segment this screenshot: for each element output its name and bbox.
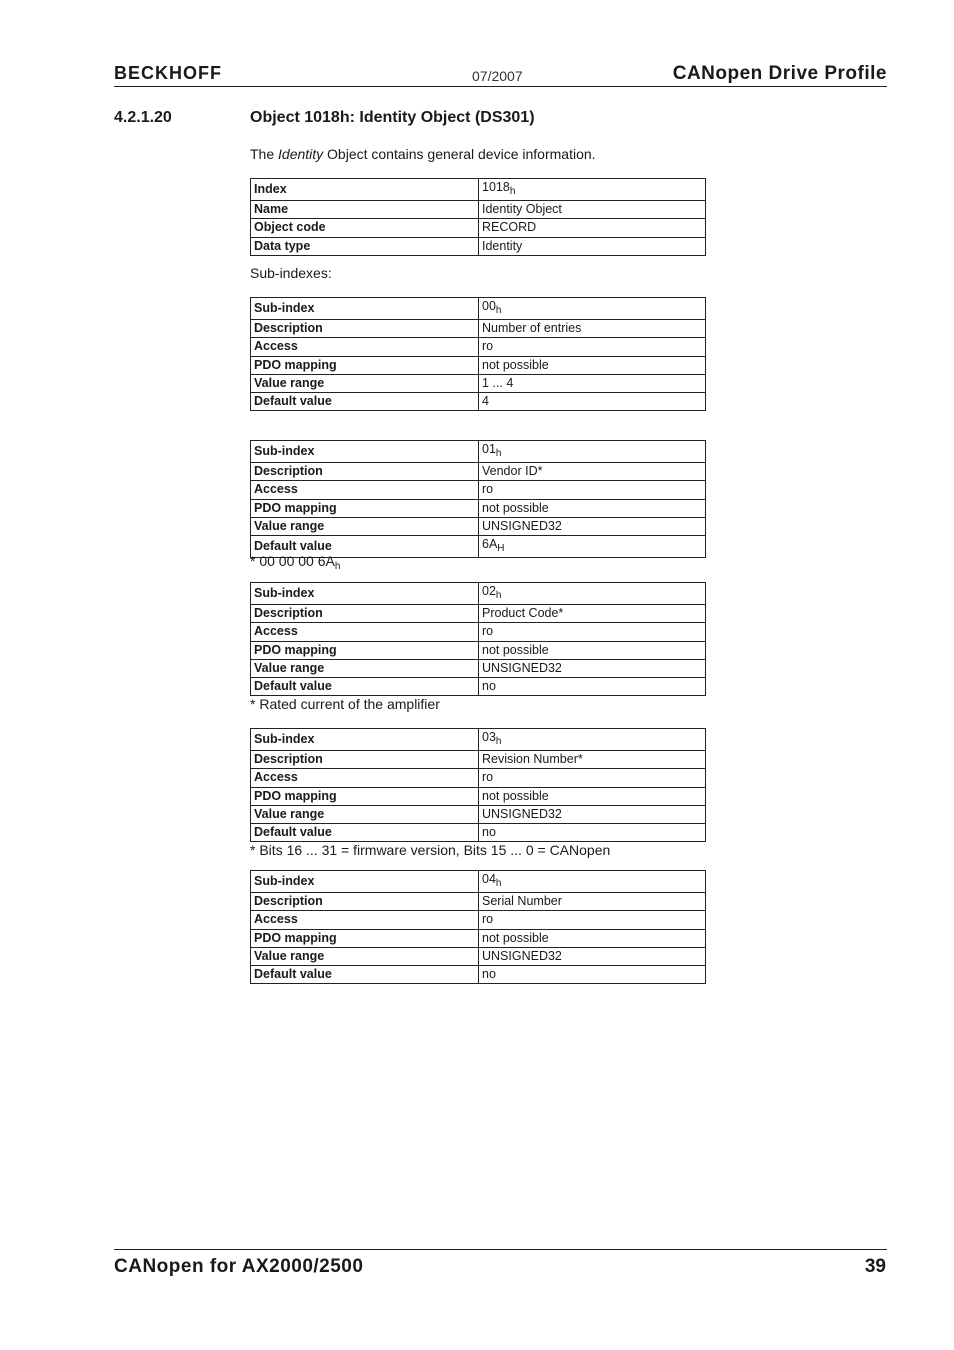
- row-value: [479, 769, 706, 787]
- subindex-01-note: [250, 553, 340, 572]
- value-subscript: h: [495, 448, 502, 459]
- row-key: Description: [251, 893, 479, 911]
- row-value: [479, 237, 706, 255]
- table-row: [251, 641, 706, 659]
- value-text: Identity Object: [482, 202, 562, 217]
- value-text: Serial Number: [482, 894, 562, 909]
- row-value: [479, 678, 706, 696]
- note-text: * Rated current of the amplifier: [250, 696, 440, 712]
- value-text: not possible: [482, 500, 549, 515]
- value-text: UNSIGNED32: [482, 807, 562, 822]
- row-value: [479, 947, 706, 965]
- row-key: Sub-index: [251, 298, 479, 320]
- value-text: 00: [482, 299, 496, 313]
- value-subscript: H: [497, 543, 505, 555]
- row-key: Value range: [251, 947, 479, 965]
- subindex-00-table: [250, 297, 706, 411]
- table-row: [251, 605, 706, 623]
- header-date: 07/2007: [472, 68, 523, 84]
- table-row: [251, 320, 706, 338]
- value-subscript: h: [495, 878, 502, 889]
- intro-emphasis: Identity: [278, 146, 324, 162]
- footer-title: CANopen for AX2000/2500: [114, 1256, 364, 1277]
- table-row: [251, 966, 706, 984]
- row-value: [479, 441, 706, 463]
- row-value: [479, 179, 706, 201]
- value-text: not possible: [482, 642, 549, 657]
- table-row: [251, 583, 706, 605]
- value-text: UNSIGNED32: [482, 661, 562, 676]
- row-value: [479, 583, 706, 605]
- value-text: UNSIGNED32: [482, 519, 562, 534]
- row-key: Description: [251, 751, 479, 769]
- subindex-03-table: [250, 728, 706, 842]
- value-text: no: [482, 967, 496, 982]
- table-row: [251, 947, 706, 965]
- row-value: [479, 641, 706, 659]
- row-key: Access: [251, 911, 479, 929]
- row-key: Description: [251, 463, 479, 481]
- table-row: [251, 911, 706, 929]
- row-key: Sub-index: [251, 583, 479, 605]
- table-row: [251, 179, 706, 201]
- value-text: 02: [482, 584, 496, 598]
- row-value: [479, 536, 706, 558]
- value-text: Product Code*: [482, 606, 564, 621]
- value-text: not possible: [482, 357, 549, 372]
- table-row: [251, 356, 706, 374]
- row-key: PDO mapping: [251, 929, 479, 947]
- table-row: [251, 298, 706, 320]
- row-value: [479, 871, 706, 893]
- value-text: 01: [482, 442, 496, 456]
- value-text: 6A: [482, 537, 498, 552]
- value-text: 04: [482, 872, 496, 886]
- row-key: Value range: [251, 805, 479, 823]
- row-key: Access: [251, 623, 479, 641]
- header-title: CANopen Drive Profile: [672, 63, 887, 84]
- row-value: [479, 201, 706, 219]
- row-key: Default value: [251, 824, 479, 842]
- row-value: [479, 805, 706, 823]
- subindexes-label: Sub-indexes:: [250, 265, 332, 281]
- table-row: [251, 871, 706, 893]
- table-row: [251, 678, 706, 696]
- row-key: Value range: [251, 659, 479, 677]
- table-row: [251, 769, 706, 787]
- subindex-02-table: [250, 582, 706, 696]
- row-value: [479, 966, 706, 984]
- row-key: Data type: [251, 237, 479, 255]
- row-value: [479, 393, 706, 411]
- value-text: ro: [482, 482, 494, 497]
- value-text: no: [482, 825, 496, 840]
- value-text: 4: [482, 394, 489, 409]
- subindex-04-table: [250, 870, 706, 984]
- value-subscript: h: [495, 305, 502, 316]
- table-row: [251, 201, 706, 219]
- table-row: [251, 751, 706, 769]
- value-subscript: h: [495, 736, 502, 747]
- row-key: Index: [251, 179, 479, 201]
- row-key: Value range: [251, 517, 479, 535]
- row-value: [479, 659, 706, 677]
- row-key: PDO mapping: [251, 787, 479, 805]
- row-key: PDO mapping: [251, 499, 479, 517]
- value-text: ro: [482, 912, 494, 927]
- value-text: ro: [482, 339, 494, 354]
- object-properties-table: [250, 178, 706, 256]
- footer-divider: [114, 1249, 887, 1250]
- value-subscript: h: [509, 186, 516, 197]
- row-value: [479, 374, 706, 392]
- row-key: Default value: [251, 966, 479, 984]
- note-text: * 00 00 00 6A: [250, 553, 335, 569]
- brand-logo: BECKHOFF: [114, 63, 222, 83]
- intro-suffix: Object contains general device information.: [323, 146, 596, 162]
- row-key: Description: [251, 605, 479, 623]
- table-row: [251, 929, 706, 947]
- value-text: RECORD: [482, 220, 537, 235]
- table-row: [251, 237, 706, 255]
- row-key: Description: [251, 320, 479, 338]
- table-row: [251, 787, 706, 805]
- table-row: [251, 463, 706, 481]
- subindex-02-note: [250, 696, 440, 712]
- row-value: [479, 751, 706, 769]
- table-row: [251, 659, 706, 677]
- row-value: [479, 929, 706, 947]
- intro-paragraph: [250, 146, 596, 162]
- header-divider: [114, 86, 887, 87]
- note-text: * Bits 16 ... 31 = firmware version, Bits 15 ... 0 = CANopen: [250, 842, 611, 858]
- table-row: [251, 729, 706, 751]
- table-row: [251, 623, 706, 641]
- section-title: Object 1018h: Identity Object (DS301): [250, 109, 535, 126]
- row-key: Sub-index: [251, 441, 479, 463]
- row-value: [479, 481, 706, 499]
- value-text: 1018: [482, 180, 510, 194]
- row-key: Value range: [251, 374, 479, 392]
- value-text: UNSIGNED32: [482, 949, 562, 964]
- row-value: [479, 499, 706, 517]
- table-row: [251, 481, 706, 499]
- row-value: [479, 911, 706, 929]
- value-text: no: [482, 679, 496, 694]
- row-value: [479, 338, 706, 356]
- row-value: [479, 623, 706, 641]
- row-key: Access: [251, 481, 479, 499]
- value-text: Number of entries: [482, 321, 582, 336]
- row-value: [479, 320, 706, 338]
- intro-prefix: The: [250, 146, 279, 162]
- row-value: [479, 787, 706, 805]
- row-value: [479, 824, 706, 842]
- table-row: [251, 824, 706, 842]
- subindex-01-table: [250, 440, 706, 558]
- subindex-03-note: [250, 842, 610, 858]
- row-value: [479, 219, 706, 237]
- row-key: PDO mapping: [251, 356, 479, 374]
- table-row: [251, 441, 706, 463]
- row-value: [479, 356, 706, 374]
- value-text: Identity: [482, 238, 523, 253]
- value-text: ro: [482, 770, 494, 785]
- value-text: 03: [482, 730, 496, 744]
- row-value: [479, 298, 706, 320]
- row-key: Sub-index: [251, 729, 479, 751]
- value-text: Vendor ID*: [482, 464, 543, 479]
- row-key: Default value: [251, 678, 479, 696]
- row-value: [479, 463, 706, 481]
- value-subscript: h: [495, 590, 502, 601]
- table-row: [251, 499, 706, 517]
- table-row: [251, 517, 706, 535]
- row-key: Sub-index: [251, 871, 479, 893]
- row-key: Access: [251, 338, 479, 356]
- value-text: Revision Number*: [482, 752, 583, 767]
- row-key: Object code: [251, 219, 479, 237]
- row-key: Default value: [251, 393, 479, 411]
- table-row: [251, 805, 706, 823]
- value-text: not possible: [482, 788, 549, 803]
- row-value: [479, 517, 706, 535]
- row-key: Name: [251, 201, 479, 219]
- row-value: [479, 729, 706, 751]
- table-row: [251, 219, 706, 237]
- page-number: 39: [864, 1256, 886, 1277]
- table-row: [251, 338, 706, 356]
- row-value: [479, 605, 706, 623]
- value-text: not possible: [482, 930, 549, 945]
- note-subscript: h: [334, 561, 341, 572]
- table-row: [251, 893, 706, 911]
- row-value: [479, 893, 706, 911]
- table-row: [251, 393, 706, 411]
- value-text: ro: [482, 624, 494, 639]
- section-number: 4.2.1.20: [114, 109, 172, 126]
- row-key: Default value: [251, 536, 479, 558]
- table-row: [251, 374, 706, 392]
- row-key: PDO mapping: [251, 641, 479, 659]
- value-text: 1 ... 4: [482, 376, 514, 391]
- row-key: Access: [251, 769, 479, 787]
